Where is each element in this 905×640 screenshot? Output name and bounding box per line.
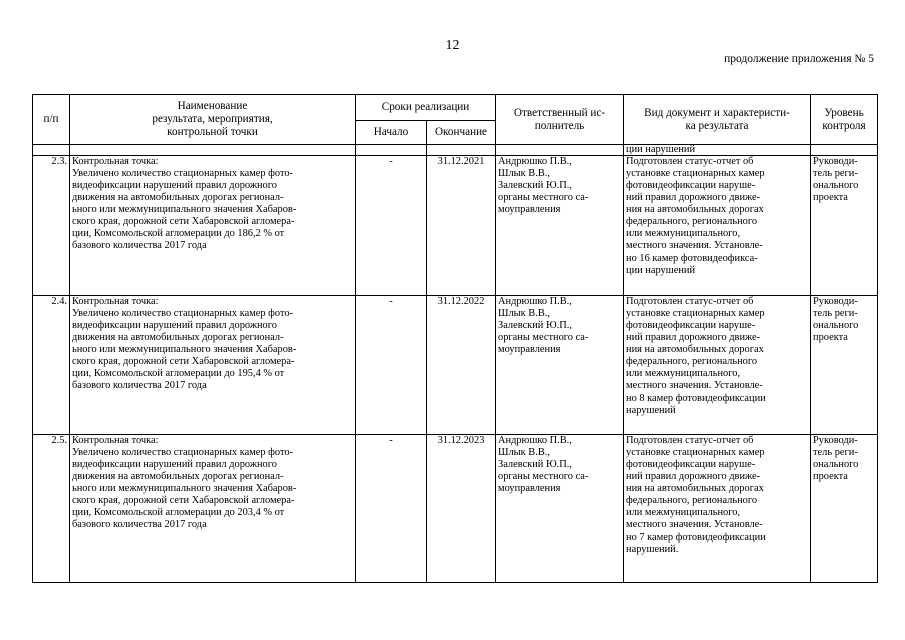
continuation-note: продолжение приложения № 5 xyxy=(724,53,874,65)
row-start: - xyxy=(356,435,427,583)
header-doc-type: Вид документ и характеристи- ка результата xyxy=(624,95,811,145)
table-row xyxy=(33,156,878,296)
row-doc: Подготовлен статус-отчет об установке стационарных камер фотовидеофиксации наруше- ний правил дорожного движе- ния на автомобильных дорогах федерального, регионального или межмуниципального, местного значения. Установле- но 7 камер фотовидеофиксации нарушений. xyxy=(624,435,811,583)
page-number: 12 xyxy=(445,38,460,53)
row-responsible: Андрюшко П.В., Шлык В.В., Залевский Ю.П., органы местного са- моуправления xyxy=(496,296,624,435)
row-end: 31.12.2021 xyxy=(427,156,496,296)
row-name: Контрольная точка: Увеличено количество стационарных камер фото- видеофиксации нарушений правил дорожного движения на автомобильных дорогах регионал- ьного или межмуниципального значения Хабаров- ского края, дорожной сети Хабаровской агломера- ции, Комсомольской агломерации до 195,4 % от базового количества 2017 года xyxy=(70,296,356,435)
row-doc: Подготовлен статус-отчет об установке стационарных камер фотовидеофиксации наруше- ний правил дорожного движе- ния на автомобильных дорогах федерального, регионального или межмуниципального, местного значения. Установле- но 16 камер фотовидеофикса- ции нарушений xyxy=(624,156,811,296)
row-number: 2.3. xyxy=(33,156,70,296)
header-timeline: Сроки реализации xyxy=(356,95,496,121)
row-doc: Подготовлен статус-отчет об установке стационарных камер фотовидеофиксации наруше- ний правил дорожного движе- ния на автомобильных дорогах федерального, регионального или межмуниципального, местного значения. Установле- но 8 камер фотовидеофиксации нарушений xyxy=(624,296,811,435)
row-end: 31.12.2022 xyxy=(427,296,496,435)
row-number: 2.4. xyxy=(33,296,70,435)
header-level: Уровень контроля xyxy=(811,95,878,145)
row-responsible: Андрюшко П.В., Шлык В.В., Залевский Ю.П., органы местного са- моуправления xyxy=(496,435,624,583)
row-name: Контрольная точка: Увеличено количество стационарных камер фото- видеофиксации нарушений правил дорожного движения на автомобильных дорогах регионал- ьного или межмуниципального значения Хабаров- ского края, дорожной сети Хабаровской агломера- ции, Комсомольской агломерации до 203,4 % от базового количества 2017 года xyxy=(70,435,356,583)
header-start: Начало xyxy=(356,121,427,145)
header-name: Наименование результата, мероприятия, контрольной точки xyxy=(70,95,356,145)
control-points-table xyxy=(32,94,878,583)
header-responsible: Ответственный ис- полнитель xyxy=(496,95,624,145)
row-level: Руководи- тель реги- онального проекта xyxy=(811,435,878,583)
row-start: - xyxy=(356,296,427,435)
continued-text: ции нарушений xyxy=(624,145,811,156)
row-responsible: Андрюшко П.В., Шлык В.В., Залевский Ю.П., органы местного са- моуправления xyxy=(496,156,624,296)
header-end: Окончание xyxy=(427,121,496,145)
continuation-row xyxy=(33,145,878,156)
table-row xyxy=(33,435,878,583)
row-level: Руководи- тель реги- онального проекта xyxy=(811,156,878,296)
row-end: 31.12.2023 xyxy=(427,435,496,583)
row-name: Контрольная точка: Увеличено количество стационарных камер фото- видеофиксации нарушений правил дорожного движения на автомобильных дорогах регионал- ьного или межмуниципального значения Хабаров- ского края, дорожной сети Хабаровской агломера- ции, Комсомольской агломерации до 186,2 % от базового количества 2017 года xyxy=(70,156,356,296)
row-number: 2.5. xyxy=(33,435,70,583)
row-level: Руководи- тель реги- онального проекта xyxy=(811,296,878,435)
table-row xyxy=(33,296,878,435)
row-start: - xyxy=(356,156,427,296)
header-num: п/п xyxy=(33,95,70,145)
